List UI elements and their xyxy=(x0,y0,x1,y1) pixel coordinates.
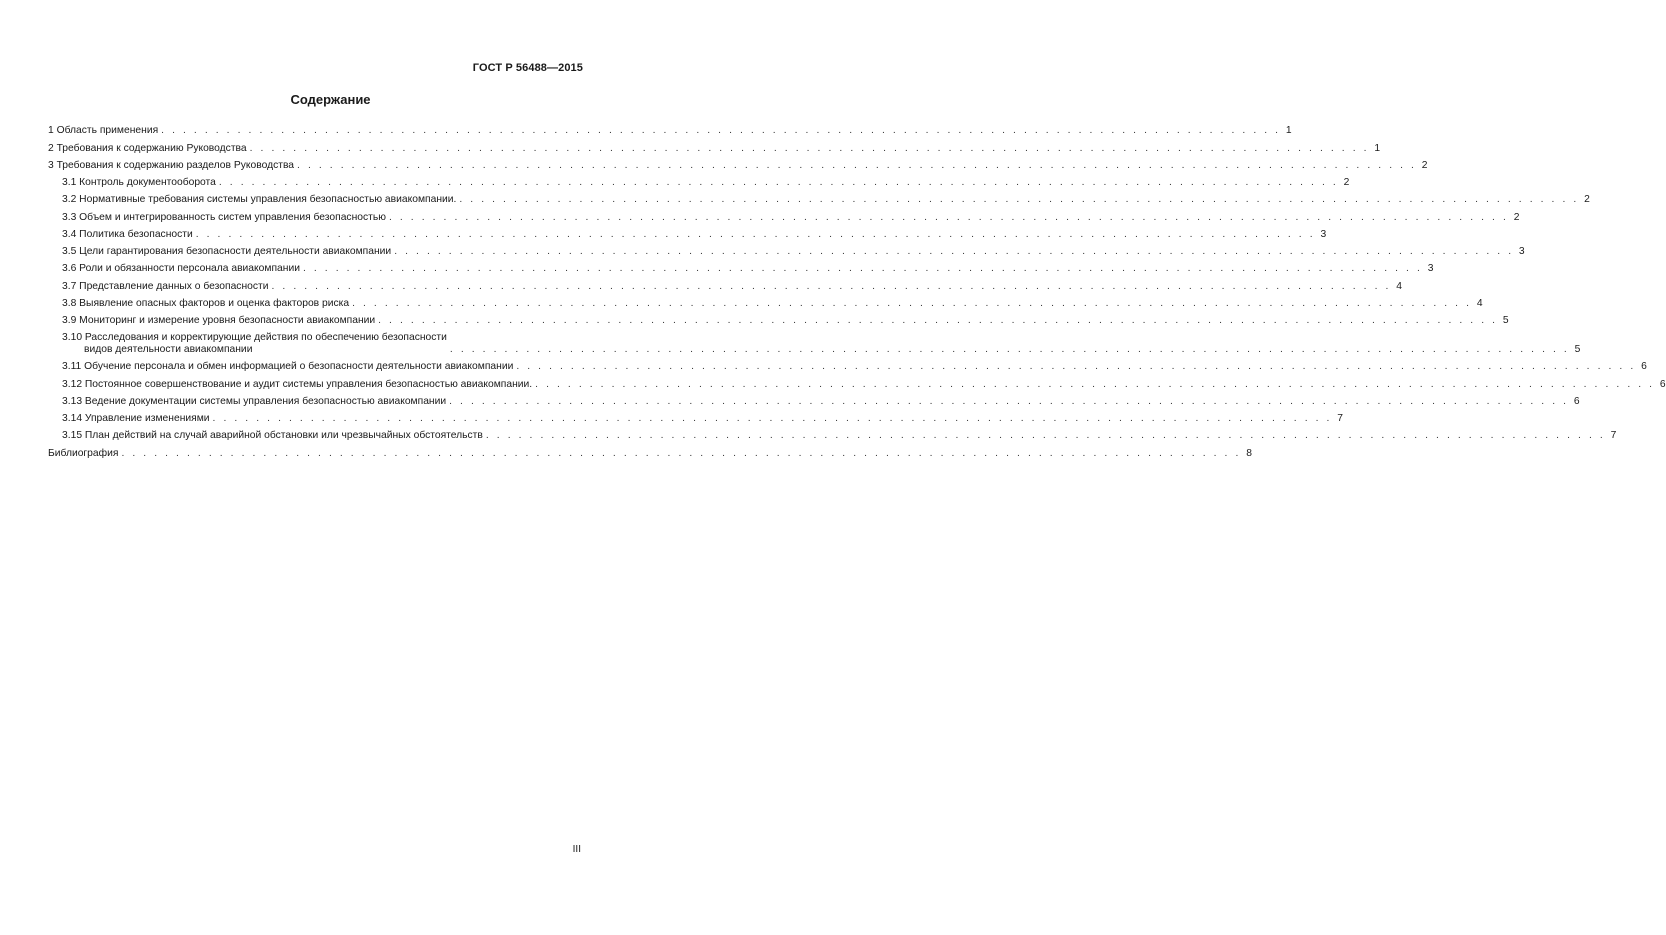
toc-entry-text: 2 Требования к содержанию Руководства xyxy=(48,142,247,154)
dot-leader xyxy=(271,281,1390,293)
toc-page-number: 5 xyxy=(1574,344,1581,355)
toc-entry-text: 1 Область применения xyxy=(48,125,159,137)
toc-entry-text: 3 Требования к содержанию разделов Руководства xyxy=(48,159,295,171)
dot-leader xyxy=(352,298,1471,310)
dot-leader xyxy=(486,430,1605,442)
toc-entry-text: 3.4 Политика безопасности xyxy=(62,228,193,240)
toc-entry-3[interactable] xyxy=(48,155,1428,172)
dot-leader xyxy=(450,344,1569,356)
dot-leader xyxy=(196,229,1315,241)
toc-entry-text: 3.9 Мониторинг и измерение уровня безопасности авиакомпании xyxy=(62,315,376,326)
dot-leader xyxy=(121,448,1240,460)
toc-entry-text: 3.12 Постоянное совершенствование и аудит системы управления безопасностью авиакомпании. xyxy=(62,378,533,390)
toc-entry-3-8[interactable] xyxy=(48,293,1483,310)
toc-entry-3-11[interactable] xyxy=(48,356,1647,373)
toc-page-number: 8 xyxy=(1246,447,1252,459)
toc-entry-3-3[interactable] xyxy=(48,206,1520,223)
toc-entry-text xyxy=(62,332,447,356)
dot-leader xyxy=(213,413,1332,425)
toc-entry-text: 3.15 План действий на случай аварийной обстановки или чрезвычайных обстоятельств xyxy=(62,430,483,442)
dot-leader xyxy=(161,125,1280,137)
dot-leader xyxy=(303,263,1422,275)
toc-page-number: 2 xyxy=(1513,211,1520,223)
toc-entry-text: 3.2 Нормативные требования системы управления безопасностью авиакомпании. xyxy=(62,194,457,206)
toc-entry-3-2[interactable] xyxy=(48,189,1590,206)
toc-entry-text-line-1: 3.10 Расследования и корректирующие действия по обеспечению безопасности xyxy=(62,332,447,343)
toc-page-number: 2 xyxy=(1421,159,1428,171)
dot-leader xyxy=(449,396,1568,408)
toc-entry-3-13[interactable] xyxy=(48,391,1580,408)
toc-page-number: 3 xyxy=(1518,246,1525,257)
toc-entry-3-4[interactable] xyxy=(48,224,1327,241)
toc-page-number: 7 xyxy=(1610,430,1617,442)
dot-leader xyxy=(219,177,1338,189)
toc-entry-text: 3.11 Обучение персонала и обмен информацией о безопасности деятельности авиакомпании xyxy=(62,361,514,373)
toc-entry-text: 3.7 Представление данных о безопасности xyxy=(62,280,269,292)
toc-entry-text: 3.3 Объем и интегрированность систем управления безопасностью xyxy=(62,211,386,223)
toc-page-number: 6 xyxy=(1641,361,1647,373)
toc-entry-3-14[interactable] xyxy=(48,408,1344,425)
table-of-contents xyxy=(48,120,1666,460)
toc-page-number: 2 xyxy=(1584,194,1590,206)
toc-page-number: 4 xyxy=(1476,297,1483,309)
toc-entry-3-15[interactable] xyxy=(48,425,1617,442)
toc-page-number: 6 xyxy=(1573,395,1580,407)
toc-entry-text: 3.8 Выявление опасных факторов и оценка факторов риска xyxy=(62,297,350,309)
standard-number: ГОСТ Р 56488—2015 xyxy=(472,62,583,74)
toc-page-number: 4 xyxy=(1396,280,1402,292)
toc-entry-2[interactable] xyxy=(48,137,1381,154)
toc-entry-text: 3.5 Цели гарантирования безопасности деятельности авиакомпании xyxy=(62,246,392,257)
toc-entry-3-12[interactable] xyxy=(48,373,1666,390)
toc-entry-1[interactable] xyxy=(48,120,1292,137)
toc-page-number: 1 xyxy=(1374,142,1381,154)
toc-entry-text: 3.6 Роли и обязанности персонала авиакомпании xyxy=(62,263,300,275)
dot-leader xyxy=(389,212,1508,224)
dot-leader xyxy=(459,194,1578,206)
toc-entry-3-6[interactable] xyxy=(48,258,1434,275)
toc-entry-text-line-2: видов деятельности авиакомпании xyxy=(84,344,253,355)
toc-entry-text: 3.13 Ведение документации системы управления безопасностью авиакомпании xyxy=(62,395,447,407)
dot-leader xyxy=(378,315,1497,327)
toc-entry-3-9[interactable] xyxy=(48,310,1509,327)
dot-leader xyxy=(516,361,1635,373)
toc-page-number: 5 xyxy=(1502,315,1509,326)
toc-entry-bibliography[interactable] xyxy=(48,442,1252,459)
dot-leader xyxy=(297,160,1416,172)
toc-entry-text: Библиография xyxy=(48,447,119,459)
toc-page-number: 6 xyxy=(1659,378,1666,390)
toc-page-number: 3 xyxy=(1427,263,1434,275)
toc-page-number: 7 xyxy=(1337,413,1344,424)
dot-leader xyxy=(394,246,1513,258)
toc-page-number: 2 xyxy=(1343,177,1350,188)
toc-entry-3-10[interactable] xyxy=(48,327,1581,356)
toc-entry-3-7[interactable] xyxy=(48,275,1402,292)
toc-entry-text: 3.14 Управление изменениями xyxy=(62,413,210,424)
toc-entry-text: 3.1 Контроль документооборота xyxy=(62,177,216,188)
toc-entry-3-5[interactable] xyxy=(48,241,1525,258)
toc-entry-3-1[interactable] xyxy=(48,172,1350,189)
toc-page-number: 3 xyxy=(1320,228,1327,240)
page-number-roman: III xyxy=(572,844,581,855)
toc-page-number: 1 xyxy=(1285,125,1292,137)
toc-title: Содержание xyxy=(290,92,371,107)
dot-leader xyxy=(535,379,1654,391)
dot-leader xyxy=(250,143,1369,155)
